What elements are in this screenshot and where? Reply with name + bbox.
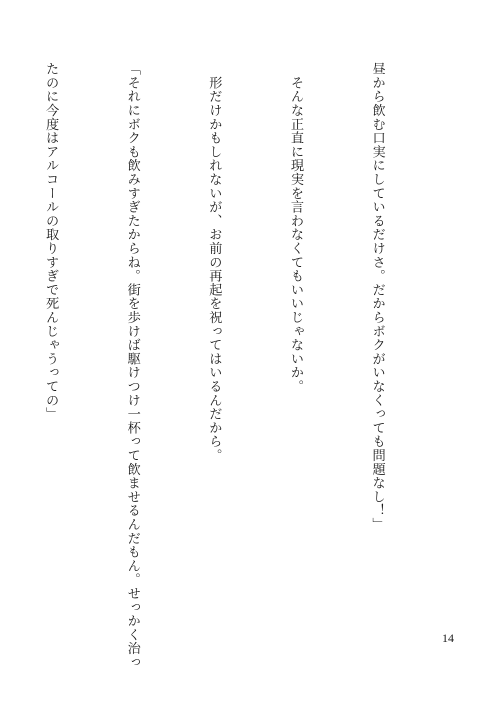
- vertical-text-body: [0, 62, 445, 670]
- text-line: たのに今度はアルコールの取りすぎで死んじゃうっての」: [43, 62, 59, 421]
- page-number: 14: [442, 631, 454, 645]
- text-line: 形だけかもしれないが、お前の再起を祝ってはいるんだから。: [206, 62, 222, 463]
- text-line: そんな正直に現実を言わなくてもいいじゃないか。: [287, 62, 303, 394]
- text-line: 昼から飲む口実にしているだけさ。だからボクがいなくっても問題なし！」: [369, 62, 385, 532]
- text-line: 「それにボクも飲みすぎたからね。街を歩けば駆けつけ一杯って飲ませるんだもん。せっかく治っ: [124, 62, 140, 670]
